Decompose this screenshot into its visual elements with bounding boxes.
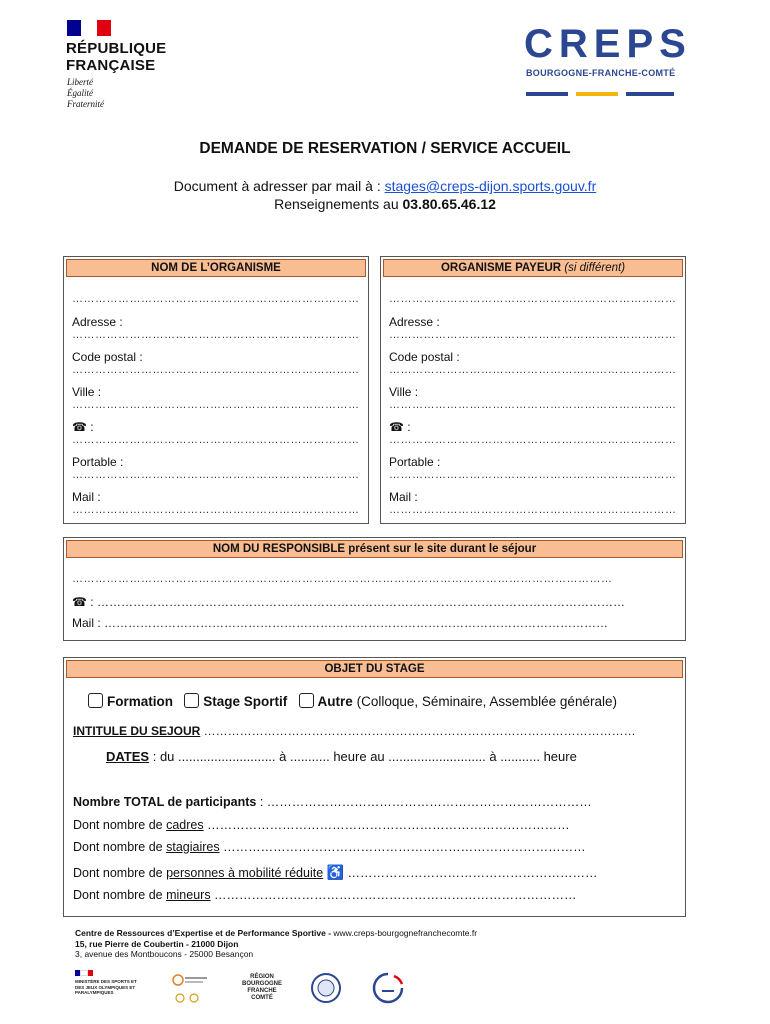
payeur-adresse-label: Adresse : — [389, 315, 440, 329]
creps-logo: CREPS — [524, 22, 692, 66]
mineurs-field[interactable]: …………………………………………………………………………… — [210, 888, 577, 902]
organisme-ville-label: Ville : — [72, 385, 102, 399]
pmr-row: Dont nombre de personnes à mobilité réduite ♿ …………………………………………………… — [73, 864, 598, 880]
ministere-logo: MINISTÈRE DES SPORTS ET DES JEUX OLYMPIQUES ET PARALYMPIQUES — [75, 970, 145, 1010]
payeur-tel-label: ☎ : — [389, 420, 411, 434]
organisme-portable-field[interactable]: ………………………………………………………………… — [72, 469, 360, 481]
stage-box — [63, 657, 686, 917]
organisme-ville-field[interactable]: ………………………………………………………………… — [72, 399, 360, 411]
payeur-mail-label: Mail : — [389, 490, 418, 504]
pmr-field[interactable]: …………………………………………………… — [344, 866, 598, 880]
responsable-tel-field[interactable]: ☎ : …………………………………………………………………………………………………………………… — [72, 595, 625, 609]
responsable-box — [63, 537, 686, 641]
stagiaires-field[interactable]: …………………………………………………………………………… — [219, 840, 586, 854]
payeur-cp-label: Code postal : — [389, 350, 460, 364]
organisme-cp-label: Code postal : — [72, 350, 143, 364]
responsable-name-field[interactable]: …………………………………………………………………………………………………………………………… — [72, 573, 613, 585]
payeur-portable-field[interactable]: ………………………………………………………………… — [389, 469, 677, 481]
organisme-name-field[interactable]: ………………………………………………………………… — [72, 293, 360, 305]
organisme-adresse-field[interactable]: ………………………………………………………………… — [72, 329, 360, 341]
payeur-heading: ORGANISME PAYEUR (si différent) — [383, 259, 683, 277]
organisme-mail-field[interactable]: ………………………………………………………………… — [72, 504, 360, 516]
footer-address: Centre de Ressources d’Expertise et de Performance Sportive - www.creps-bourgognefranchecomte.fr 15, rue Pierre de Coubertin - 21000 Dijon 3, avenue des Montboucons - 25000 Besançon — [75, 928, 478, 959]
dates-field[interactable]: : du ........................... à ........... heure au ........................... à ........... heure — [149, 749, 577, 764]
round-seal-logo — [310, 972, 342, 1009]
intitule-field[interactable]: ……………………………………………………………………………………………… — [200, 724, 636, 738]
total-row: Nombre TOTAL de participants : …………………………………………………………………… — [73, 795, 592, 809]
formation-checkbox[interactable] — [88, 693, 103, 708]
organisme-heading: NOM DE L’ORGANISME — [66, 259, 366, 277]
mineurs-row: Dont nombre de mineurs …………………………………………………………………………… — [73, 888, 577, 902]
dates-row: DATES : du ........................... à ........... heure au ........................... à ........... heure — [106, 749, 577, 764]
footer-website-link[interactable]: www.creps-bourgognefranchecomte.fr — [333, 928, 478, 938]
stagiaires-row: Dont nombre de stagiaires …………………………………………………………………………… — [73, 840, 586, 854]
stage-type-options: Formation Stage Sportif Autre (Colloque, Séminaire, Assemblée générale) — [88, 693, 617, 709]
stage-sportif-checkbox[interactable] — [184, 693, 199, 708]
organisme-tel-label: ☎ : — [72, 420, 94, 434]
stage-heading: OBJET DU STAGE — [66, 660, 683, 678]
responsable-mail-field[interactable]: Mail : ……………………………………………………………………………………………………………… — [72, 616, 609, 630]
phone-number: 03.80.65.46.12 — [402, 196, 496, 212]
payeur-tel-field[interactable]: ………………………………………………………………… — [389, 434, 677, 446]
payeur-adresse-field[interactable]: ………………………………………………………………… — [389, 329, 677, 341]
intro-email-line: Document à adresser par mail à : stages@creps-dijon.sports.gouv.fr — [173, 178, 597, 194]
email-link[interactable]: stages@creps-dijon.sports.gouv.fr — [384, 178, 597, 194]
region-bfc-logo: RÉGION BOURGOGNE FRANCHE COMTÉ — [241, 974, 282, 1001]
payeur-cp-field[interactable]: ………………………………………………………………… — [389, 364, 677, 376]
republique-francaise-logo: RÉPUBLIQUE FRANÇAISE — [66, 40, 167, 74]
republique-motto: Liberté Égalité Fraternité — [67, 77, 104, 109]
autre-checkbox[interactable] — [299, 693, 314, 708]
organisme-mail-label: Mail : — [72, 490, 101, 504]
organisme-adresse-label: Adresse : — [72, 315, 123, 329]
intro-phone-line: Renseignements au 03.80.65.46.12 — [274, 196, 496, 212]
intitule-row: INTITULE DU SEJOUR ……………………………………………………………………………………………… — [73, 724, 636, 738]
payeur-name-field[interactable]: ………………………………………………………………… — [389, 293, 677, 305]
payeur-portable-label: Portable : — [389, 455, 441, 469]
payeur-box — [380, 256, 686, 524]
payeur-mail-field[interactable]: ………………………………………………………………… — [389, 504, 677, 516]
agence-sport-logo — [170, 972, 210, 1008]
organisme-portable-label: Portable : — [72, 455, 124, 469]
payeur-ville-field[interactable]: ………………………………………………………………… — [389, 399, 677, 411]
organisme-box — [63, 256, 369, 524]
wheelchair-icon: ♿ — [326, 864, 345, 880]
responsable-heading: NOM DU RESPONSIBLE présent sur le site durant le séjour — [66, 540, 683, 558]
page-title: DEMANDE DE RESERVATION / SERVICE ACCUEIL — [199, 140, 571, 157]
organisme-tel-field[interactable]: ………………………………………………………………… — [72, 434, 360, 446]
marianne-flag-icon — [67, 20, 111, 36]
payeur-ville-label: Ville : — [389, 385, 419, 399]
cadres-row: Dont nombre de cadres …………………………………………………………………………… — [73, 818, 570, 832]
organisme-cp-field[interactable]: ………………………………………………………………… — [72, 364, 360, 376]
total-field[interactable]: : …………………………………………………………………… — [256, 795, 592, 809]
creps-region-label: BOURGOGNE-FRANCHE-COMTÉ — [526, 68, 676, 78]
grand-insep-logo — [372, 972, 404, 1009]
creps-logo-bars — [526, 92, 676, 96]
cadres-field[interactable]: …………………………………………………………………………… — [203, 818, 570, 832]
